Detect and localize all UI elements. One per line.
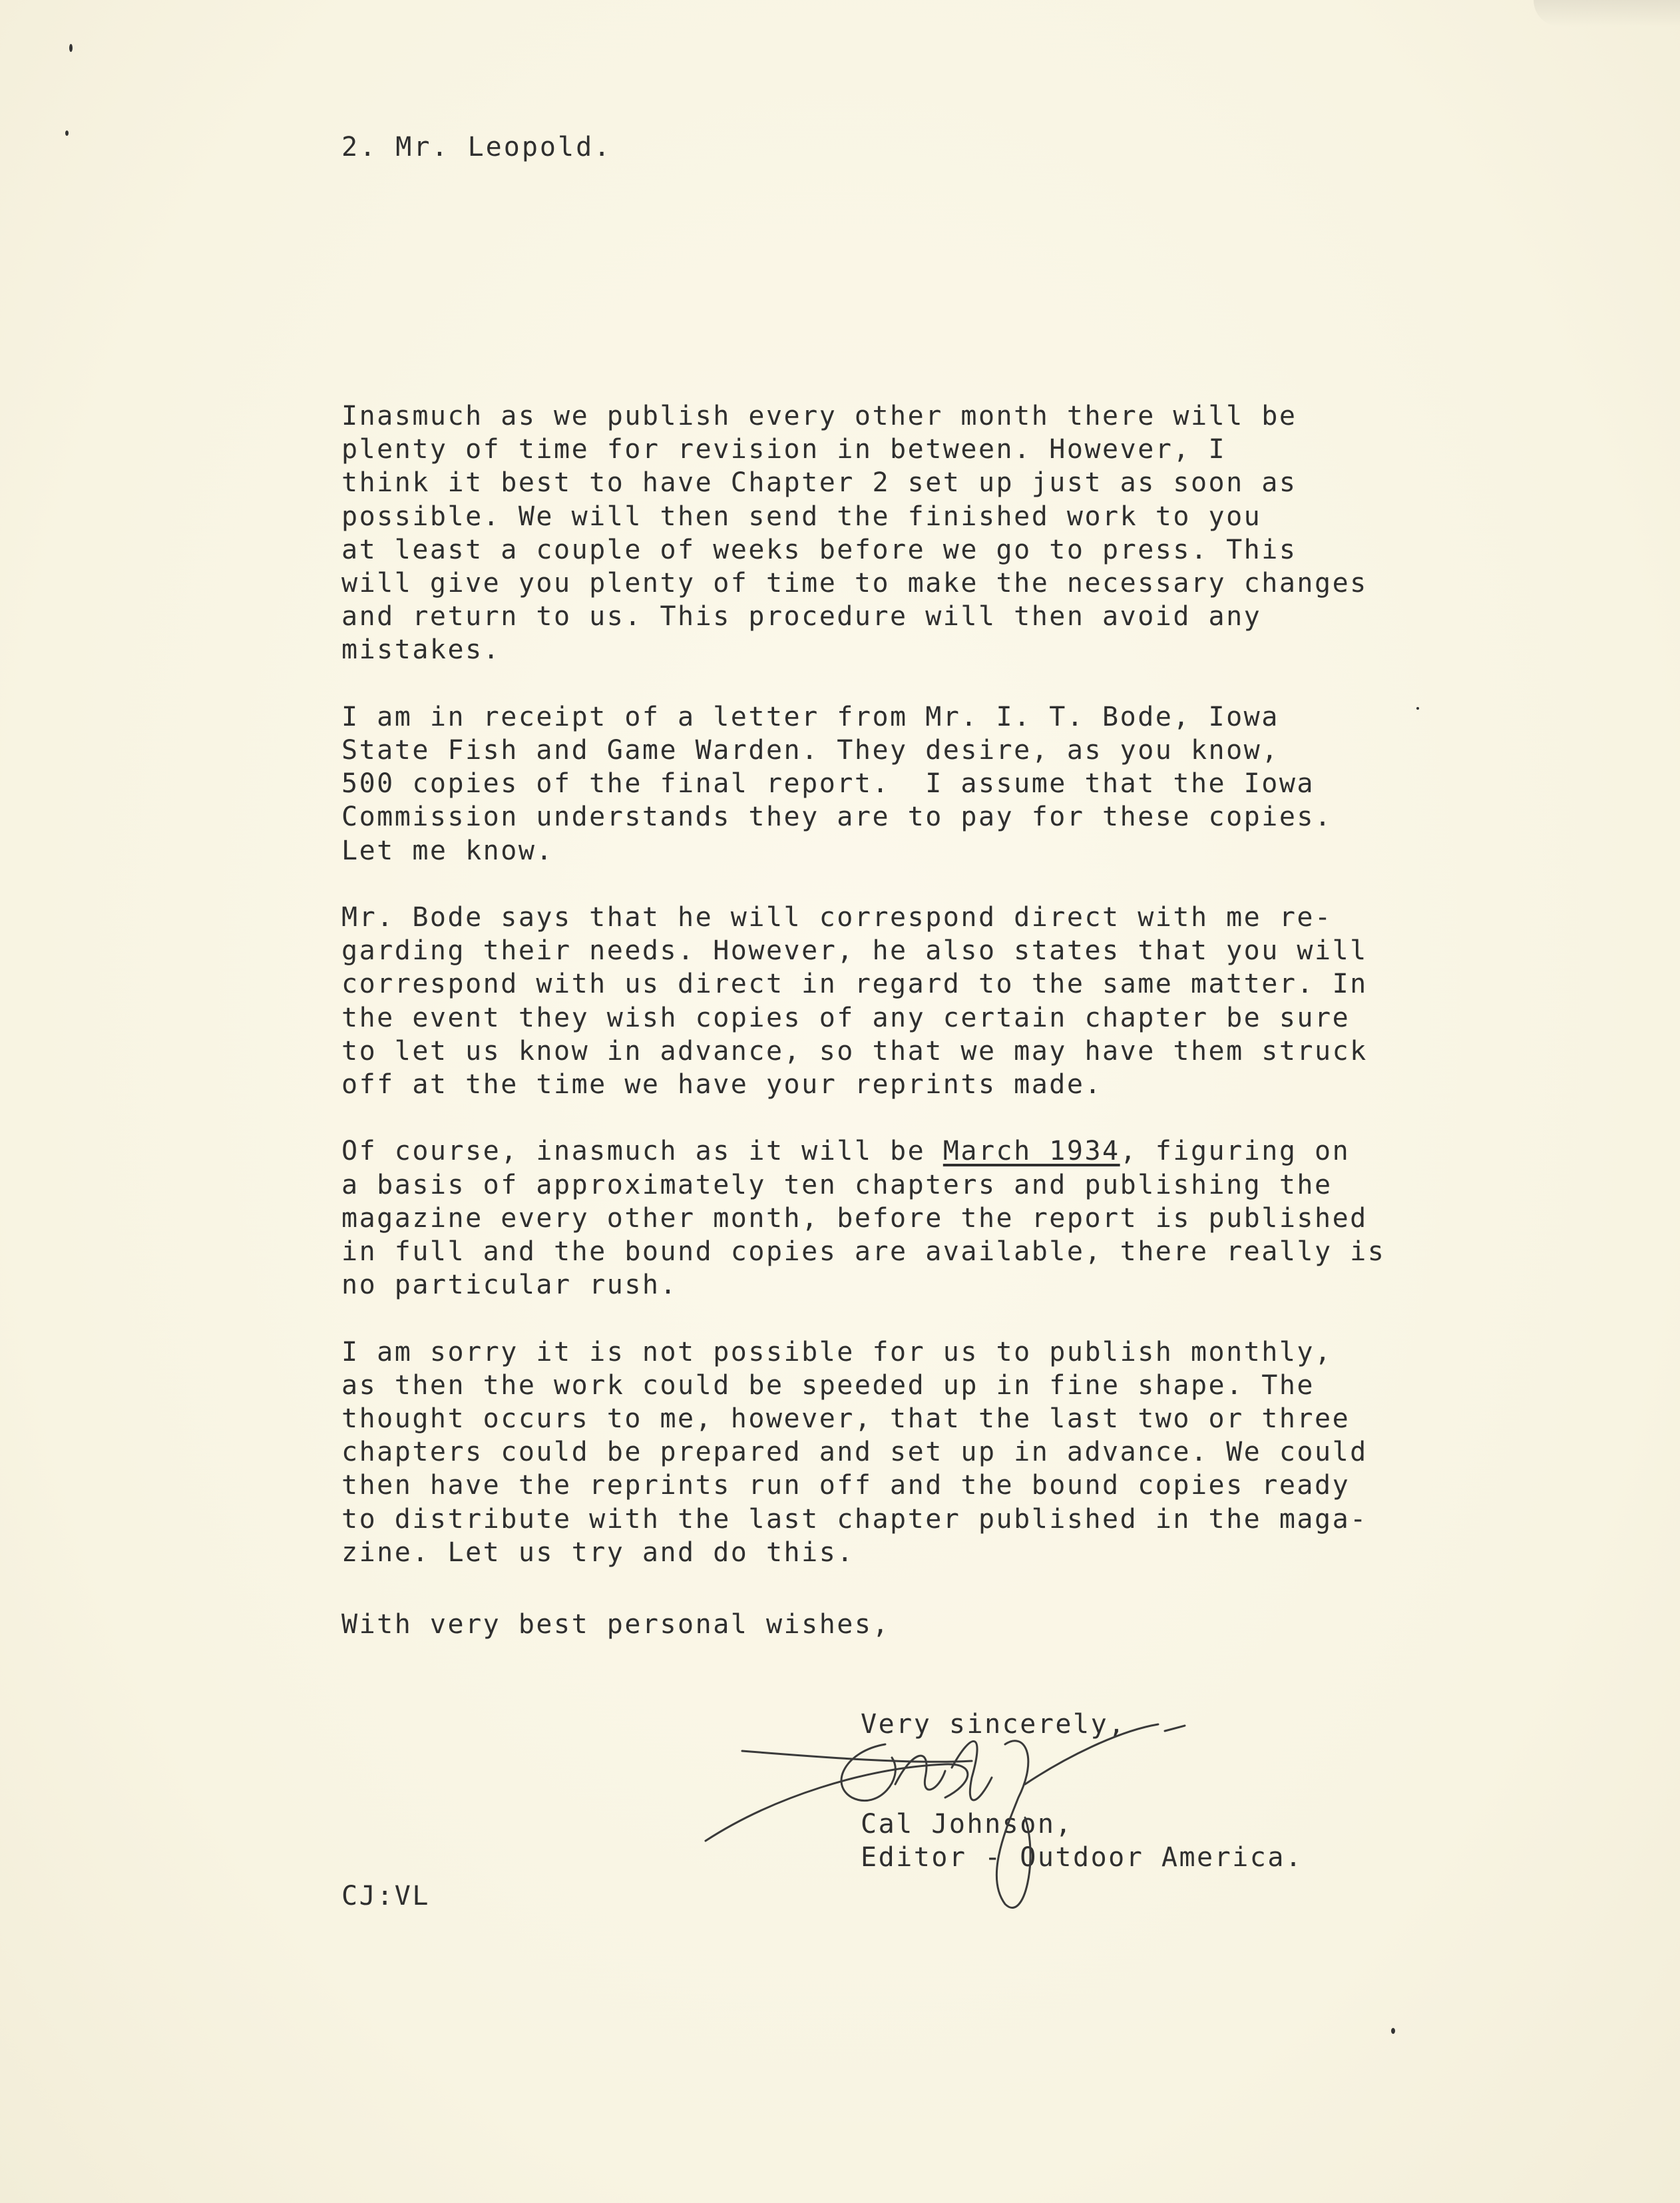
paragraph-5	[341, 1336, 1553, 1569]
text-fragment: , figuring on	[1120, 1136, 1351, 1167]
text-line: to let us know in advance, so that we may have them struck	[341, 1035, 1368, 1067]
text-line: Inasmuch as we publish every other month there will be	[341, 401, 1297, 431]
text-fragment: Of course, inasmuch as it will be	[341, 1136, 943, 1167]
signer-title: Editor - Outdoor America.	[861, 1842, 1303, 1873]
text-line: possible. We will then send the finished work to you	[341, 501, 1262, 532]
text-line: I am in receipt of a letter from Mr. I. T. Bode, Iowa	[341, 701, 1279, 732]
text-line: think it best to have Chapter 2 set up just as soon as	[341, 467, 1297, 499]
underlined-date: March 1934	[943, 1136, 1120, 1167]
typist-initials: CJ:VL	[341, 1881, 430, 1911]
text-line: mistakes.	[341, 634, 501, 666]
text-line: 500 copies of the final report. I assume that the Iowa	[341, 768, 1315, 800]
handwritten-signature	[692, 1704, 1198, 1931]
letter-body	[341, 399, 1553, 1602]
text-line: Let me know.	[341, 835, 554, 866]
paper-speck	[1391, 2028, 1395, 2034]
signer-name: Cal Johnson,	[861, 1809, 1073, 1840]
paper-speck	[65, 130, 69, 136]
text-line: Commission understands they are to pay for these copies.	[341, 802, 1333, 833]
text-line: at least a couple of weeks before we go to press. This	[341, 534, 1297, 565]
text-line: a basis of approximately ten chapters and publishing the	[341, 1169, 1333, 1200]
paragraph-2	[341, 700, 1553, 867]
paragraph-3	[341, 901, 1553, 1101]
text-line: then have the reprints run off and the bound copies ready	[341, 1470, 1351, 1501]
text-line: as then the work could be speeded up in fine shape. The	[341, 1369, 1315, 1401]
closing-line: With very best personal wishes,	[341, 1609, 891, 1640]
text-line: to distribute with the last chapter published in the maga-	[341, 1503, 1368, 1535]
paper-speck	[69, 44, 73, 52]
text-line: magazine every other month, before the report is published	[341, 1202, 1368, 1234]
text-line: zine. Let us try and do this.	[341, 1537, 855, 1568]
page-header: 2. Mr. Leopold.	[341, 132, 612, 162]
text-line: thought occurs to me, however, that the last two or three	[341, 1403, 1351, 1435]
valediction: Very sincerely,	[861, 1709, 1126, 1740]
text-line: will give you plenty of time to make the necessary changes	[341, 568, 1368, 599]
text-line: the event they wish copies of any certain chapter be sure	[341, 1002, 1351, 1033]
text-line: Mr. Bode says that he will correspond direct with me re-	[341, 902, 1333, 933]
text-line: plenty of time for revision in between. However, I	[341, 434, 1227, 465]
text-line	[341, 1134, 1553, 1168]
text-line: State Fish and Game Warden. They desire, as you know,	[341, 735, 1279, 766]
text-line: no particular rush.	[341, 1270, 678, 1301]
paragraph-4	[341, 1134, 1553, 1302]
text-line: I am sorry it is not possible for us to publish monthly,	[341, 1336, 1333, 1367]
text-line: correspond with us direct in regard to the same matter. In	[341, 969, 1368, 1000]
text-line: in full and the bound copies are available, there really is	[341, 1236, 1386, 1268]
paragraph-1	[341, 399, 1553, 667]
text-line: chapters could be prepared and set up in advance. We could	[341, 1437, 1368, 1468]
text-line: and return to us. This procedure will then avoid any	[341, 601, 1262, 632]
text-line: off at the time we have your reprints made.	[341, 1069, 1103, 1101]
paper-corner-shadow	[1534, 0, 1680, 27]
text-line: garding their needs. However, he also states that you will	[341, 935, 1368, 967]
